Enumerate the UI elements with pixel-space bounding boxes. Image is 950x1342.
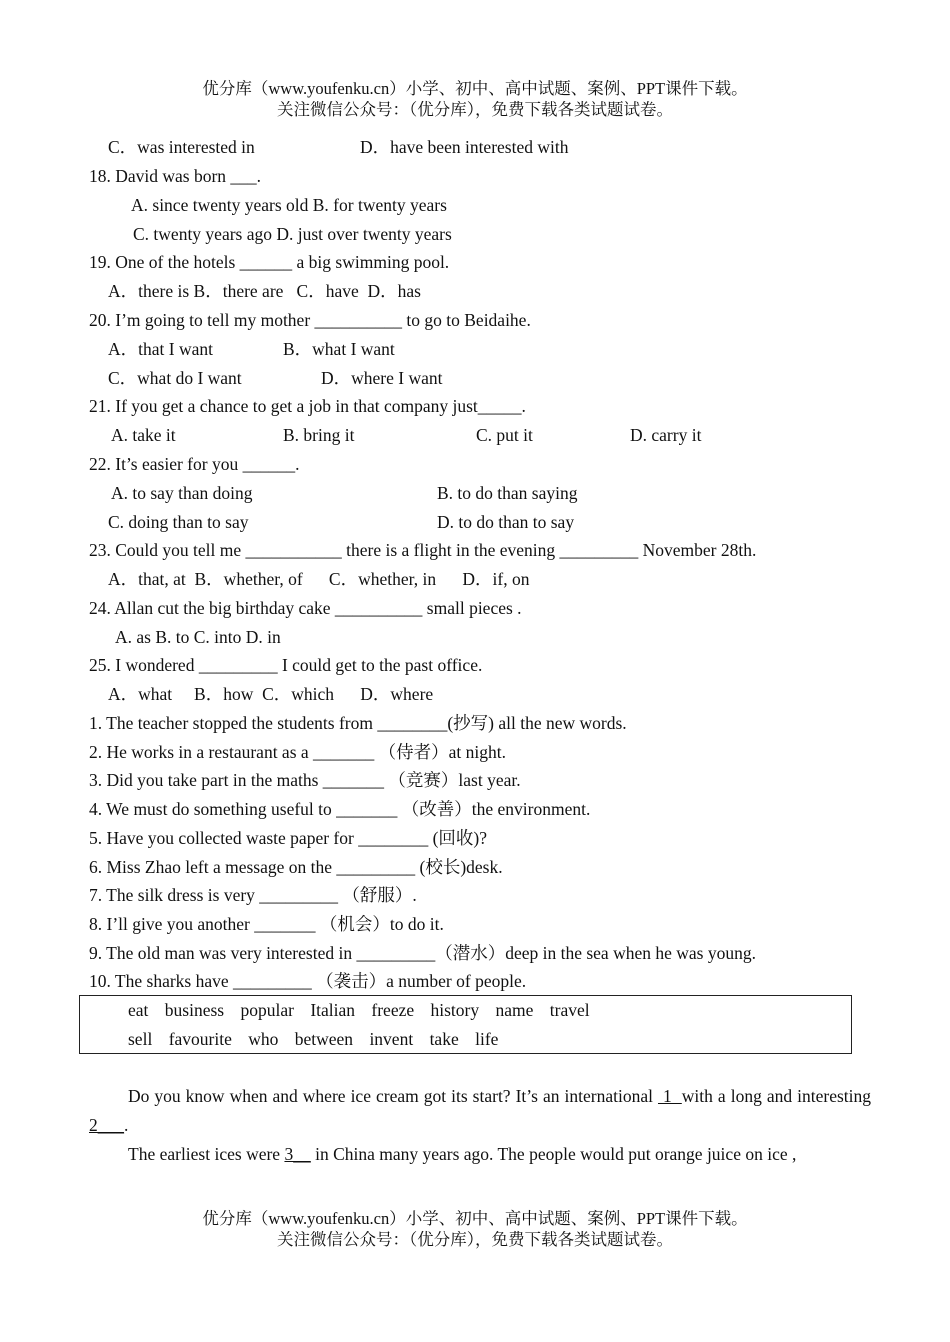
q21-option-b: B. bring it xyxy=(283,425,355,445)
blank-2: 2___ xyxy=(89,1115,124,1135)
q21-option-c: C. put it xyxy=(476,425,533,445)
q20-option-d: D．where I want xyxy=(321,368,443,388)
fill-question-9: 9. The old man was very interested in _________（潜水）deep in the sea when he was young. xyxy=(89,943,756,963)
fill-question-2: 2. He works in a restaurant as a _______ （侍者）at night. xyxy=(89,742,507,762)
fill-question-7: 7. The silk dress is very _________ （舒服）. xyxy=(89,885,417,905)
blank-3: 3__ xyxy=(284,1144,311,1164)
q20-option-c: C．what do I want xyxy=(108,368,242,388)
passage-paragraph-2 xyxy=(89,1140,871,1169)
fill-question-5: 5. Have you collected waste paper for ________ (回收)? xyxy=(89,828,487,848)
q17-option-c: C．was interested in xyxy=(108,137,255,157)
passage-text: . xyxy=(124,1115,129,1135)
passage-text: in China many years ago. The people would put orange juice on ice , xyxy=(310,1144,797,1164)
footer-line-2: 关注微信公众号：（优分库），免费下载各类试题试卷。 xyxy=(277,1230,673,1249)
word-bank-word: take xyxy=(429,1029,459,1049)
q24-options: A. as B. to C. into D. in xyxy=(115,627,281,647)
word-bank-row-2 xyxy=(128,1028,498,1050)
blank-1: 1 xyxy=(657,1086,682,1106)
footer-line-1: 优分库（www.youfenku.cn）小学、初中、高中试题、案例、PPT课件下载。 xyxy=(202,1209,748,1228)
word-bank-word: sell xyxy=(128,1029,153,1049)
passage-text: with a long and interesting xyxy=(681,1086,872,1106)
question-20: 20. I’m going to tell my mother __________ to go to Beidaihe. xyxy=(89,310,531,330)
fill-question-8: 8. I’ll give you another _______ （机会）to do it. xyxy=(89,914,444,934)
word-bank-word: Italian xyxy=(310,1000,356,1020)
q22-option-a: A. to say than doing xyxy=(111,483,253,503)
word-bank-word: name xyxy=(495,1000,534,1020)
word-bank-word: eat xyxy=(128,1000,149,1020)
word-bank-word: invent xyxy=(369,1029,414,1049)
passage-paragraph-1 xyxy=(89,1082,871,1140)
question-18: 18. David was born ___. xyxy=(89,166,262,186)
question-24: 24. Allan cut the big birthday cake __________ small pieces . xyxy=(89,598,522,618)
q18-options-ab: A. since twenty years old B. for twenty years xyxy=(131,195,447,215)
header-line-2: 关注微信公众号：（优分库），免费下载各类试题试卷。 xyxy=(277,100,673,119)
q20-option-a: A．that I want xyxy=(108,339,213,359)
passage-text: The earliest ices were xyxy=(128,1144,285,1164)
q22-option-c: C. doing than to say xyxy=(108,512,249,532)
word-bank-word: life xyxy=(475,1029,499,1049)
q21-option-a: A. take it xyxy=(111,425,176,445)
word-bank-word: business xyxy=(164,1000,225,1020)
fill-question-4: 4. We must do something useful to _______ （改善）the environment. xyxy=(89,799,591,819)
q21-option-d: D. carry it xyxy=(630,425,702,445)
q20-option-b: B．what I want xyxy=(283,339,395,359)
word-bank-word: freeze xyxy=(371,1000,415,1020)
question-22: 22. It’s easier for you ______. xyxy=(89,454,300,474)
word-bank-box xyxy=(79,995,852,1054)
word-bank-word: popular xyxy=(240,1000,294,1020)
q19-options: A．there is B．there are C．have D．has xyxy=(108,281,421,301)
q18-options-cd: C. twenty years ago D. just over twenty years xyxy=(133,224,452,244)
word-bank-word: who xyxy=(248,1029,279,1049)
word-bank-word: history xyxy=(430,1000,480,1020)
question-19: 19. One of the hotels ______ a big swimming pool. xyxy=(89,252,450,272)
fill-question-6: 6. Miss Zhao left a message on the _________ (校长)desk. xyxy=(89,857,503,877)
word-bank-word: favourite xyxy=(168,1029,232,1049)
q22-option-d: D. to do than to say xyxy=(437,512,575,532)
question-25: 25. I wondered _________ I could get to the past office. xyxy=(89,655,483,675)
passage-text: Do you know when and where ice cream got its start? It’s an international xyxy=(128,1086,658,1106)
fill-question-10: 10. The sharks have _________ （袭击）a number of people. xyxy=(89,971,527,991)
page-footer xyxy=(0,1208,950,1250)
question-23: 23. Could you tell me ___________ there is a flight in the evening _________ November 28th. xyxy=(89,540,757,560)
q17-option-d: D．have been interested with xyxy=(360,137,569,157)
cloze-passage xyxy=(89,1082,871,1169)
question-21: 21. If you get a chance to get a job in that company just_____. xyxy=(89,396,526,416)
fill-question-3: 3. Did you take part in the maths _______ （竞赛）last year. xyxy=(89,770,521,790)
q22-option-b: B. to do than saying xyxy=(437,483,578,503)
word-bank-word: between xyxy=(294,1029,354,1049)
fill-question-1: 1. The teacher stopped the students from ________(抄写) all the new words. xyxy=(89,713,627,733)
word-bank-word: travel xyxy=(549,1000,590,1020)
q23-options: A．that, at B．whether, of C．whether, in D．if, on xyxy=(108,569,530,589)
header-line-1: 优分库（www.youfenku.cn）小学、初中、高中试题、案例、PPT课件下载。 xyxy=(202,79,748,98)
page-header xyxy=(0,78,950,120)
word-bank-row-1 xyxy=(128,999,590,1021)
q25-options: A．what B．how C．which D．where xyxy=(108,684,434,704)
